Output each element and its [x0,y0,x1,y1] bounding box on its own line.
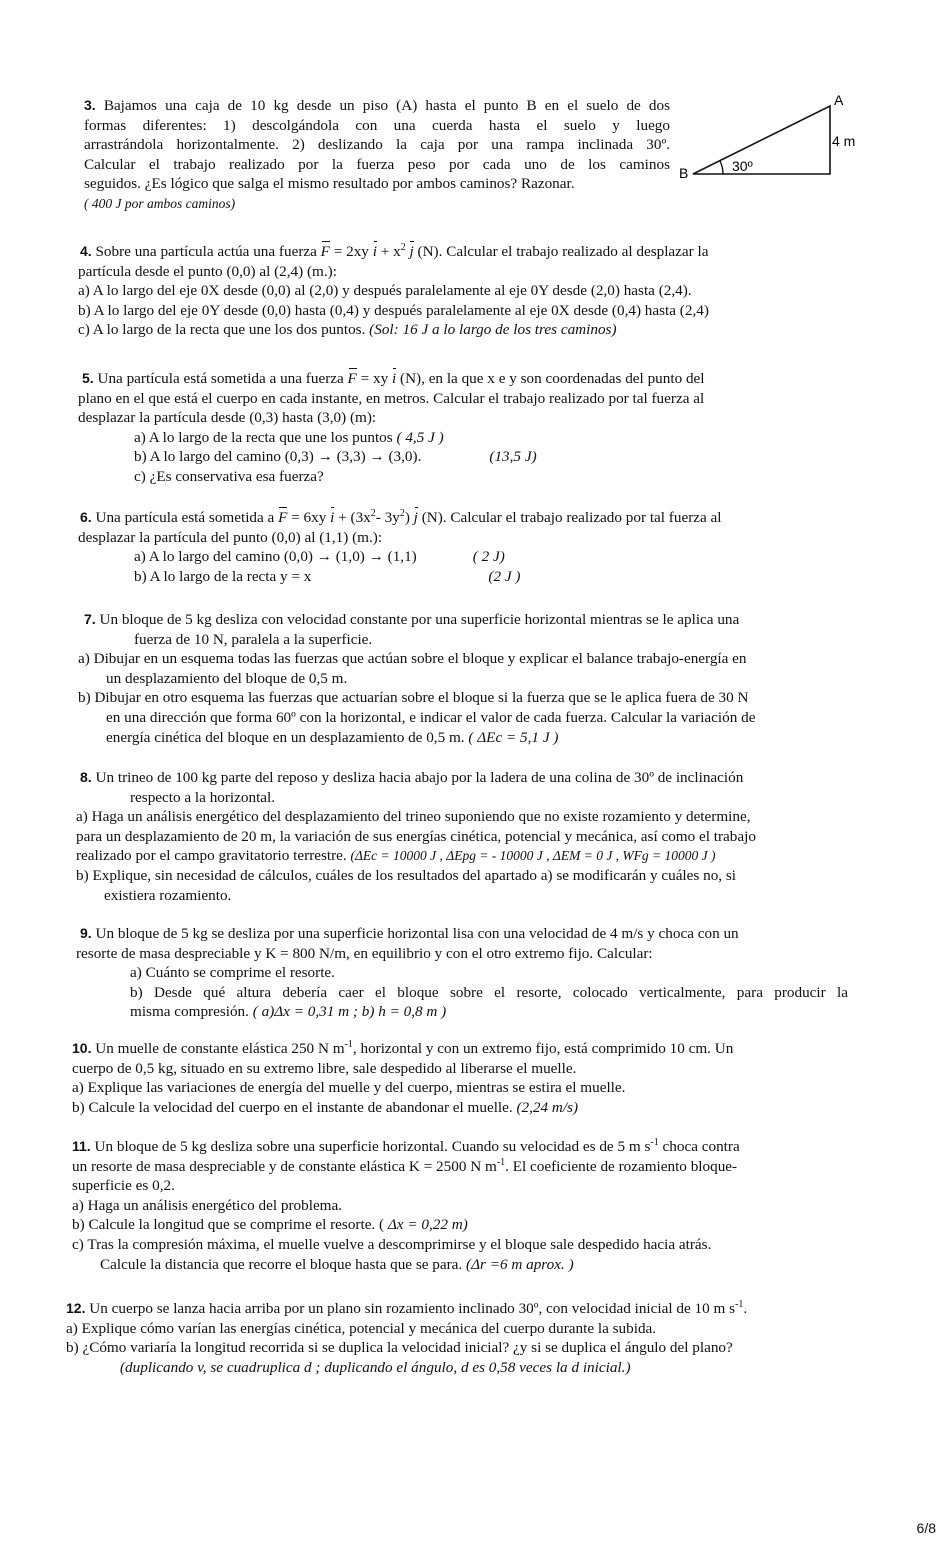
problem-6-part-a: a) A lo largo del camino (0,0) → (1,0) → (1,1) ( 2 J) [134,548,505,566]
problem-7-line-1: 7. Un bloque de 5 kg desliza con velocidad constante por una superficie horizontal mientras se le aplica una [84,611,740,628]
problem-3-line-4: Calcular el trabajo realizado por la fuerza peso por cada uno de los caminos [84,155,670,173]
problem-7-part-b-1: b) Dibujar en otro esquema las fuerzas que actuarían sobre el bloque si la fuerza que se le aplica fuera de 30 N [78,689,749,707]
problem-4 [78,242,850,340]
problem-number: 3. [84,97,96,113]
problem-12-part-b: b) ¿Cómo variaría la longitud recorrida si se duplica la velocidad inicial? ¿y si se duplica el ángulo del plano? [66,1339,733,1357]
problem-11-line-2: un resorte de masa despreciable y de constante elástica K = 2500 N $m^{-1}$. El coeficiente de rozamiento bloque- [72,1156,738,1175]
problem-3-line-5: seguidos. ¿Es lógico que salga el mismo resultado por ambos caminos? Razonar. [84,175,575,193]
problem-9-line-1: 9. Un bloque de 5 kg se desliza por una superficie horizontal lisa con una velocidad de 4 m/s y choca con un [80,925,739,942]
problem-8-line-2: respecto a la horizontal. [130,788,276,806]
unit-i: i [330,509,335,526]
problem-10-part-a: a) Explique las variaciones de energía del muelle y del cuerpo, mientras se estira el muelle. [72,1079,626,1097]
height-label: 4 m [832,133,856,149]
problem-number: 10. [72,1040,92,1056]
problem-7-part-b-3: energía cinética del bloque en un desplazamiento de 0,5 m. ( ΔEc = 5,1 J ) [106,728,559,746]
problem-5-part-a: a) A lo largo de la recta que une los puntos ( 4,5 J ) [134,428,444,446]
problem-5-part-c: c) ¿Es conservativa esa fuerza? [134,467,324,485]
problem-11-solution-c: (Δr =6 m aprox. ) [466,1255,574,1273]
problem-5 [78,369,850,487]
problem-number: 7. [84,611,96,627]
force-vector: F [278,509,288,526]
problem-10-part-b: b) Calcule la velocidad del cuerpo en el instante de abandonar el muelle. (2,24 m/s) [72,1098,579,1116]
problem-9-part-a: a) Cuánto se comprime el resorte. [130,964,335,982]
problem-4-line-1: 4. Sobre una partícula actúa una fuerza F = 2xy $i + x^2$ j (N). Calcular el trabajo realizado al desplazar la [80,241,709,260]
label-b: B [679,165,689,181]
problem-5-line-3: desplazar la partícula desde (0,3) hasta (3,0) (m): [78,409,377,427]
problem-6-line-1: 6. Una partícula está sometida a F = 6xy $i + (3x^2-$ $3y^2$) j (N). Calcular el trabajo realizado por tal fuerza al [80,507,722,526]
problem-8-part-a-3: realizado por el campo gravitatorio terrestre. (ΔEc = 10000 J , ΔEpg = - 10000 J , ΔEM = 0 J , WFg = 10000 J ) [76,847,716,865]
problem-10-line-1: 10. Un muelle de constante elástica 250 N $m^{-1}$, horizontal y con un extremo fijo, está comprimido 10 cm. Un [72,1038,734,1057]
problem-number: 11. [72,1138,91,1154]
problem-11-solution-b: Δx = 0,22 m) [387,1216,468,1234]
problem-number: 8. [80,769,92,785]
problem-11 [72,1137,844,1274]
unit-i: i [372,243,377,260]
problem-8-solution: (ΔEc = 10000 J , ΔEpg = - 10000 J , ΔEM = 0 J , WFg = 10000 J ) [350,848,716,864]
problem-7-part-a-1: a) Dibujar en un esquema todas las fuerzas que actúan sobre el bloque y explicar el balance trabajo-energía en [78,650,747,668]
problem-5-line-2: plano en el que está el cuerpo en cada instante, en metros. Calcular el trabajo realizado por tal fuerza al [78,389,705,407]
problem-number: 4. [80,243,92,259]
problem-3-line-3: arrastrándola horizontalmente. 2) deslizando la caja por una rampa inclinada 30º. [84,136,670,154]
problem-number: 5. [82,370,94,386]
problem-12-solution: (duplicando v, se cuadruplica d ; duplicando el ángulo, d es 0,58 veces la d inicial.) [120,1358,631,1376]
problem-3 [84,96,670,214]
force-vector: F [320,243,330,260]
angle-label: 30º [732,158,753,174]
problem-10-solution: (2,24 m/s) [516,1098,579,1116]
problem-9-solution: ( a)Δx = 0,31 m ; b) h = 0,8 m ) [252,1003,447,1021]
problem-8-part-b-1: b) Explique, sin necesidad de cálculos, cuáles de los resultados del apartado a) se modificarán y cuáles no, si [76,866,737,884]
ramp-triangle [693,106,830,174]
problem-7-part-b-2: en una dirección que forma 60º con la horizontal, e indicar el valor de cada fuerza. Calcular la variación de [106,708,756,726]
force-vector: F [347,370,357,387]
problem-11-part-c-2: Calcule la distancia que recorre el bloque hasta que se para. (Δr =6 m aprox. ) [100,1255,574,1273]
problem-8-part-a-1: a) Haga un análisis energético del desplazamiento del trineo suponiendo que no existe rozamiento y determine, [76,808,751,826]
problem-9-part-b-2: misma compresión. ( a)Δx = 0,31 m ; b) h = 0,8 m ) [130,1003,447,1021]
problem-5-part-b: b) A lo largo del camino (0,3) → (3,3) → (3,0). (13,5 J) [134,448,537,466]
problem-3-line-2: formas diferentes: 1) descolgándola con una cuerda hasta el suelo y luego [84,116,670,134]
problem-8-part-a-2: para un desplazamiento de 20 m, la variación de sus energías cinética, potencial y mecánica, así como el trabajo [76,827,756,845]
label-a: A [834,92,844,108]
problem-9 [76,924,848,1022]
problem-6-part-b: b) A lo largo de la recta y = x (2 J ) [134,567,521,585]
problem-8 [76,768,848,905]
unit-i: i [391,370,397,387]
problem-12 [66,1299,838,1377]
problem-10 [72,1039,844,1117]
problem-4-part-c: c) A lo largo de la recta que une los dos puntos. (Sol: 16 J a lo largo de los tres caminos) [78,321,617,339]
problem-11-part-b: b) Calcule la longitud que se comprime el resorte. ( Δx = 0,22 m) [72,1216,468,1234]
page-number: 6/8 [916,1520,936,1536]
problem-7-part-a-2: un desplazamiento del bloque de 0,5 m. [106,669,348,687]
problem-4-line-2: partícula desde el punto (0,0) al (2,4) (m.): [78,262,337,280]
problem-11-line-1: 11. Un bloque de 5 kg desliza sobre una superficie horizontal. Cuando su velocidad es de 5 m $s^{-1}$ choca contra [72,1136,740,1155]
angle-arc [720,161,723,174]
problem-4-solution: (Sol: 16 J a lo largo de los tres caminos) [369,321,617,339]
problem-4-part-b: b) A lo largo del eje 0Y desde (0,0) hasta (0,4) y después paralelamente al eje 0X desde (0,4) hasta (2,4) [78,301,709,319]
problem-8-line-1: 8. Un trineo de 100 kg parte del reposo y desliza hacia abajo por la ladera de una colina de 30º de inclinación [80,769,744,786]
problem-12-line-1: 12. Un cuerpo se lanza hacia arriba por un plano sin rozamiento inclinado 30º, con velocidad inicial de 10 m $s^{-1}$. [66,1298,748,1317]
problem-4-part-a: a) A lo largo del eje 0X desde (0,0) al (2,0) y después paralelamente al eje 0Y desde (2,0) hasta (2,4). [78,282,692,300]
problem-11-line-3: superficie es 0,2. [72,1177,175,1195]
problem-12-part-a: a) Explique cómo varían las energías cinética, potencial y mecánica del cuerpo durante la subida. [66,1319,657,1337]
problem-3-solution: ( 400 J por ambos caminos) [84,195,236,211]
problem-number: 9. [80,925,92,941]
problem-6 [78,508,850,586]
unit-j: j [413,509,418,526]
problem-3-line-1: 3. Bajamos una caja de 10 kg desde un piso (A) hasta el punto B en el suelo de dos [84,97,671,114]
problem-7-solution: ( ΔEc = 5,1 J ) [468,728,559,746]
unit-j: j [409,243,414,260]
problem-9-line-2: resorte de masa despreciable y K = 800 N/m, en equilibrio y con el otro extremo fijo. Calcular: [76,944,653,962]
problem-10-line-2: cuerpo de 0,5 kg, situado en su extremo libre, sale despedido al liberarse el muelle. [72,1059,577,1077]
problem-9-part-b-1: b) Desde qué altura debería caer el bloque sobre el resorte, colocado verticalmente, para producir la [130,983,848,1001]
problem-11-part-c-1: c) Tras la compresión máxima, el muelle vuelve a descomprimirse y el bloque sale despedido hacia atrás. [72,1235,712,1253]
problem-number: 6. [80,509,92,525]
problem-8-part-b-2: existiera rozamiento. [104,886,232,904]
problem-7-line-2: fuerza de 10 N, paralela a la superficie. [134,630,373,648]
ramp-diagram [676,90,866,182]
problem-11-part-a: a) Haga un análisis energético del problema. [72,1196,343,1214]
problem-6-line-2: desplazar la partícula del punto (0,0) al (1,1) (m.): [78,528,383,546]
problem-7 [78,610,850,747]
problem-number: 12. [66,1300,86,1316]
problem-5-line-1: 5. Una partícula está sometida a una fuerza F = xy i (N), en la que x e y son coordenadas del punto del [82,370,705,387]
